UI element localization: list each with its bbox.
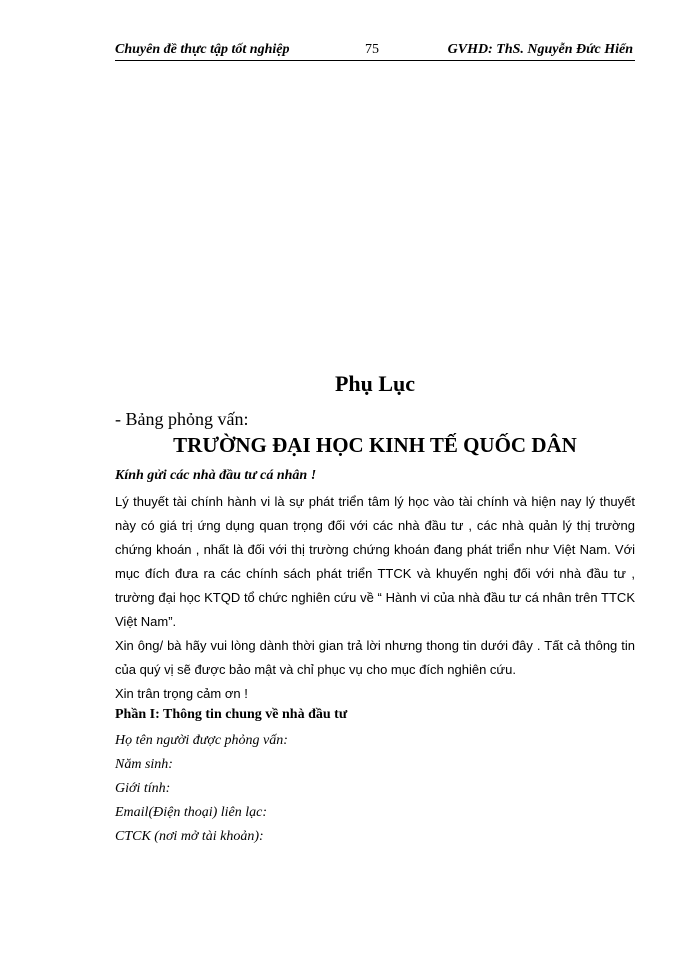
request-paragraph: Xin ông/ bà hãy vui lòng dành thời gian trả lời nhưng thong tin dưới đây . Tất cả thông tin của quý vị sẽ được bảo mật và chỉ phục vụ cho mục đích nghiên cứu. — [115, 638, 635, 677]
field-name: Họ tên người được phỏng vấn: — [115, 733, 288, 748]
field-brokerage: CTCK (nơi mở tài khoản): — [115, 829, 264, 844]
appendix-title: Phụ Lục — [334, 371, 416, 396]
field-gender: Giới tính: — [115, 781, 171, 796]
school-name: TRƯỜNG ĐẠI HỌC KINH TẾ QUỐC DÂN — [173, 433, 577, 457]
header-page-number: 75 — [365, 42, 379, 57]
section-title: Phần I: Thông tin chung về nhà đầu tư — [115, 707, 348, 722]
interview-label: - Bảng phỏng vấn: — [115, 409, 249, 429]
info-fields — [115, 729, 288, 849]
page-header — [115, 40, 635, 61]
field-birth-year: Năm sinh: — [115, 757, 173, 772]
intro-body — [115, 490, 635, 706]
header-document-type: Chuyên đề thực tập tốt nghiệp — [115, 42, 290, 57]
thanks-paragraph: Xin trân trọng cảm ơn ! — [115, 686, 248, 701]
field-contact: Email(Điện thoại) liên lạc: — [115, 805, 268, 820]
intro-paragraph: Lý thuyết tài chính hành vi là sự phát triển tâm lý học vào tài chính và hiện nay lý thuyết này có giá trị ứng dụng quan trọng đối với các nhà đầu tư , các nhà quản lý thị trường chứng khoán , nhất là đối với thị trường chứng khoán đang phát triển như Việt Nam. Với mục đích đưa ra các chính sách phát triển TTCK và khuyến nghị đối với nhà đầu tư , trường đại học KTQD tổ chức nghiên cứu về “ Hành vi của nhà đầu tư cá nhân trên TTCK Việt Nam”. — [115, 494, 635, 629]
header-supervisor: GVHD: ThS. Nguyễn Đức Hiển — [447, 42, 633, 57]
greeting: Kính gửi các nhà đầu tư cá nhân ! — [115, 468, 317, 483]
